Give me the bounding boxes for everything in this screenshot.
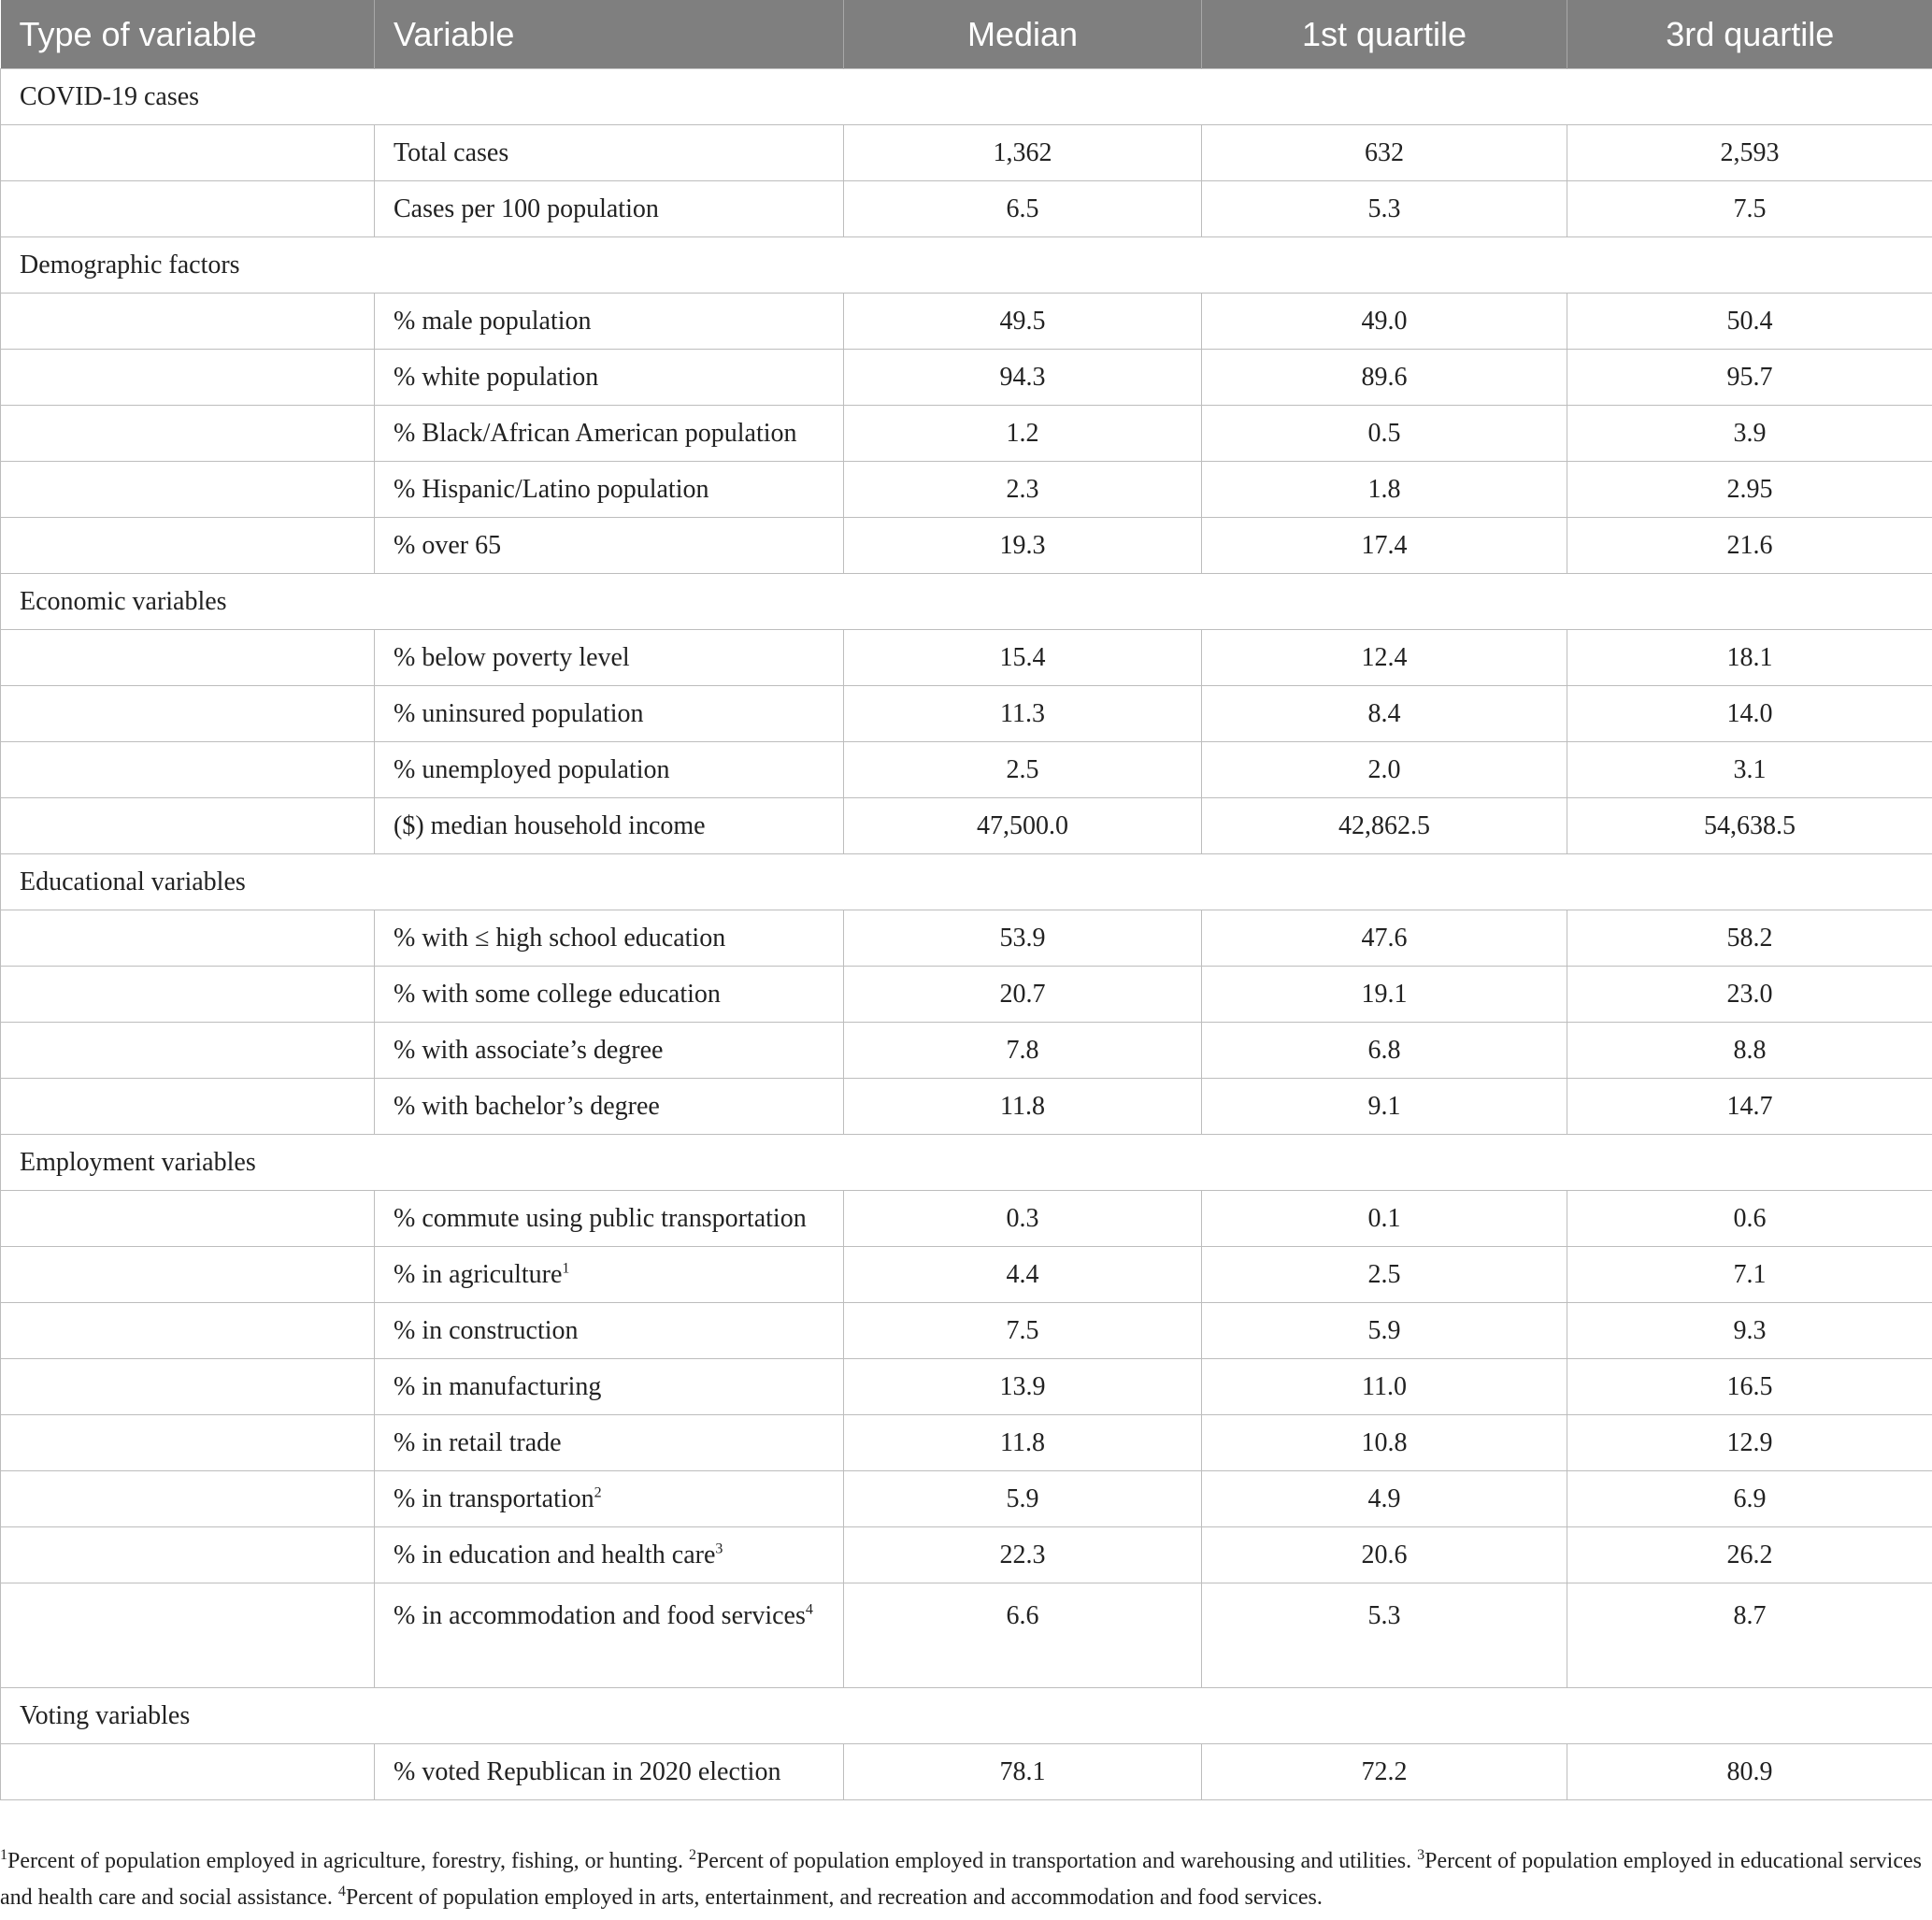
table-row bbox=[1, 967, 1932, 1023]
variable-cell bbox=[375, 1744, 844, 1800]
type-cell bbox=[1, 967, 375, 1023]
variable-cell bbox=[375, 294, 844, 350]
section-title: Employment variables bbox=[1, 1135, 1932, 1191]
q3-cell: 12.9 bbox=[1567, 1415, 1932, 1471]
table-row bbox=[1, 350, 1932, 406]
variable-cell bbox=[375, 1415, 844, 1471]
variable-label: % below poverty level bbox=[394, 642, 630, 672]
variable-label: % Black/African American population bbox=[394, 418, 797, 448]
footnote-text: Percent of population employed in agriculture, forestry, fishing, or hunting. bbox=[7, 1849, 683, 1873]
q1-cell: 2.5 bbox=[1202, 1247, 1567, 1303]
section-row bbox=[1, 854, 1932, 910]
table-row bbox=[1, 1191, 1932, 1247]
header-1st-quartile: 1st quartile bbox=[1202, 0, 1567, 69]
variable-label: % white population bbox=[394, 362, 599, 392]
q1-cell: 19.1 bbox=[1202, 967, 1567, 1023]
table-row bbox=[1, 125, 1932, 181]
variable-cell bbox=[375, 1471, 844, 1527]
table-row bbox=[1, 1359, 1932, 1415]
q3-cell: 95.7 bbox=[1567, 350, 1932, 406]
median-cell: 47,500.0 bbox=[844, 798, 1202, 854]
type-cell bbox=[1, 294, 375, 350]
type-cell bbox=[1, 1023, 375, 1079]
table-row bbox=[1, 1023, 1932, 1079]
variable-cell bbox=[375, 1527, 844, 1583]
q1-cell: 20.6 bbox=[1202, 1527, 1567, 1583]
variable-cell bbox=[375, 181, 844, 237]
variable-label: % commute using public transportation bbox=[394, 1203, 807, 1233]
variable-cell bbox=[375, 742, 844, 798]
q3-cell: 2.95 bbox=[1567, 462, 1932, 518]
median-cell: 20.7 bbox=[844, 967, 1202, 1023]
median-cell: 53.9 bbox=[844, 910, 1202, 967]
q1-cell: 5.3 bbox=[1202, 1583, 1567, 1688]
variable-cell bbox=[375, 1079, 844, 1135]
type-cell bbox=[1, 1415, 375, 1471]
type-cell bbox=[1, 518, 375, 574]
section-row bbox=[1, 237, 1932, 294]
table-row bbox=[1, 1303, 1932, 1359]
table-row bbox=[1, 518, 1932, 574]
variable-cell bbox=[375, 967, 844, 1023]
variable-label: % Hispanic/Latino population bbox=[394, 474, 709, 504]
type-cell bbox=[1, 1191, 375, 1247]
variable-cell bbox=[375, 462, 844, 518]
q3-cell: 14.7 bbox=[1567, 1079, 1932, 1135]
q3-cell: 8.8 bbox=[1567, 1023, 1932, 1079]
header-type-of-variable: Type of variable bbox=[1, 0, 375, 69]
variable-label: ($) median household income bbox=[394, 810, 706, 840]
table-row bbox=[1, 630, 1932, 686]
table-row bbox=[1, 1415, 1932, 1471]
variable-label: Total cases bbox=[394, 137, 509, 167]
table-row bbox=[1, 798, 1932, 854]
table-header bbox=[1, 0, 1932, 69]
table-row bbox=[1, 1471, 1932, 1527]
q1-cell: 12.4 bbox=[1202, 630, 1567, 686]
q3-cell: 0.6 bbox=[1567, 1191, 1932, 1247]
variable-cell bbox=[375, 1583, 844, 1688]
type-cell bbox=[1, 1744, 375, 1800]
q3-cell: 2,593 bbox=[1567, 125, 1932, 181]
q3-cell: 23.0 bbox=[1567, 967, 1932, 1023]
variable-cell bbox=[375, 1303, 844, 1359]
footnote-item bbox=[689, 1849, 1411, 1873]
type-cell bbox=[1, 125, 375, 181]
median-cell: 2.5 bbox=[844, 742, 1202, 798]
q1-cell: 2.0 bbox=[1202, 742, 1567, 798]
table-row bbox=[1, 1079, 1932, 1135]
q1-cell: 89.6 bbox=[1202, 350, 1567, 406]
median-cell: 4.4 bbox=[844, 1247, 1202, 1303]
q3-cell: 6.9 bbox=[1567, 1471, 1932, 1527]
variable-cell bbox=[375, 630, 844, 686]
table-row bbox=[1, 406, 1932, 462]
section-title: Educational variables bbox=[1, 854, 1932, 910]
type-cell bbox=[1, 630, 375, 686]
footnote-item bbox=[0, 1849, 683, 1873]
variable-label: Cases per 100 population bbox=[394, 193, 659, 223]
variable-label: % in education and health care bbox=[394, 1540, 716, 1569]
type-cell bbox=[1, 1471, 375, 1527]
header-row bbox=[1, 0, 1932, 69]
variable-label: % uninsured population bbox=[394, 698, 644, 728]
type-cell bbox=[1, 910, 375, 967]
variable-label: % with ≤ high school education bbox=[394, 923, 726, 953]
median-cell: 11.8 bbox=[844, 1079, 1202, 1135]
q1-cell: 9.1 bbox=[1202, 1079, 1567, 1135]
q3-cell: 50.4 bbox=[1567, 294, 1932, 350]
median-cell: 22.3 bbox=[844, 1527, 1202, 1583]
q3-cell: 80.9 bbox=[1567, 1744, 1932, 1800]
section-row bbox=[1, 1135, 1932, 1191]
table-row bbox=[1, 686, 1932, 742]
q1-cell: 5.3 bbox=[1202, 181, 1567, 237]
median-cell: 5.9 bbox=[844, 1471, 1202, 1527]
q1-cell: 0.1 bbox=[1202, 1191, 1567, 1247]
q3-cell: 58.2 bbox=[1567, 910, 1932, 967]
variable-cell bbox=[375, 125, 844, 181]
q1-cell: 49.0 bbox=[1202, 294, 1567, 350]
q3-cell: 7.5 bbox=[1567, 181, 1932, 237]
variable-label: % in construction bbox=[394, 1315, 579, 1345]
type-cell bbox=[1, 462, 375, 518]
q3-cell: 8.7 bbox=[1567, 1583, 1932, 1688]
median-cell: 1.2 bbox=[844, 406, 1202, 462]
type-cell bbox=[1, 798, 375, 854]
q1-cell: 17.4 bbox=[1202, 518, 1567, 574]
variable-cell bbox=[375, 1359, 844, 1415]
variable-label: % unemployed population bbox=[394, 754, 670, 784]
q3-cell: 26.2 bbox=[1567, 1527, 1932, 1583]
median-cell: 0.3 bbox=[844, 1191, 1202, 1247]
variable-cell bbox=[375, 406, 844, 462]
q1-cell: 8.4 bbox=[1202, 686, 1567, 742]
variable-cell bbox=[375, 798, 844, 854]
variable-label: % in retail trade bbox=[394, 1427, 562, 1457]
footnote-mark: 2 bbox=[688, 1847, 696, 1863]
section-row bbox=[1, 69, 1932, 125]
variable-cell bbox=[375, 518, 844, 574]
table-row bbox=[1, 462, 1932, 518]
median-cell: 13.9 bbox=[844, 1359, 1202, 1415]
q3-cell: 18.1 bbox=[1567, 630, 1932, 686]
footnote-marker: 3 bbox=[715, 1540, 723, 1557]
median-cell: 6.5 bbox=[844, 181, 1202, 237]
q3-cell: 3.9 bbox=[1567, 406, 1932, 462]
q1-cell: 6.8 bbox=[1202, 1023, 1567, 1079]
variable-cell bbox=[375, 686, 844, 742]
footnote-marker: 4 bbox=[805, 1601, 813, 1618]
variable-label: % with some college education bbox=[394, 979, 721, 1009]
footnote-text: Percent of population employed in educational services and health care and social assistance. bbox=[0, 1849, 1922, 1910]
median-cell: 7.5 bbox=[844, 1303, 1202, 1359]
table-row bbox=[1, 1583, 1932, 1688]
q1-cell: 5.9 bbox=[1202, 1303, 1567, 1359]
median-cell: 49.5 bbox=[844, 294, 1202, 350]
q1-cell: 4.9 bbox=[1202, 1471, 1567, 1527]
median-cell: 1,362 bbox=[844, 125, 1202, 181]
variable-cell bbox=[375, 1023, 844, 1079]
section-title: COVID-19 cases bbox=[1, 69, 1932, 125]
variable-cell bbox=[375, 910, 844, 967]
variable-label: % over 65 bbox=[394, 530, 502, 560]
header-variable: Variable bbox=[375, 0, 844, 69]
q1-cell: 0.5 bbox=[1202, 406, 1567, 462]
variable-label: % with bachelor’s degree bbox=[394, 1091, 660, 1121]
median-cell: 11.3 bbox=[844, 686, 1202, 742]
type-cell bbox=[1, 350, 375, 406]
q3-cell: 54,638.5 bbox=[1567, 798, 1932, 854]
variable-label: % male population bbox=[394, 306, 592, 336]
type-cell bbox=[1, 1359, 375, 1415]
table-row bbox=[1, 1527, 1932, 1583]
q1-cell: 11.0 bbox=[1202, 1359, 1567, 1415]
table-row bbox=[1, 181, 1932, 237]
table-row bbox=[1, 742, 1932, 798]
footnote-mark: 4 bbox=[337, 1884, 346, 1899]
median-cell: 6.6 bbox=[844, 1583, 1202, 1688]
q3-cell: 21.6 bbox=[1567, 518, 1932, 574]
variable-label: % in manufacturing bbox=[394, 1371, 602, 1401]
variable-label: % in accommodation and food services bbox=[394, 1601, 806, 1630]
median-cell: 2.3 bbox=[844, 462, 1202, 518]
type-cell bbox=[1, 1303, 375, 1359]
type-cell bbox=[1, 406, 375, 462]
q1-cell: 1.8 bbox=[1202, 462, 1567, 518]
q3-cell: 14.0 bbox=[1567, 686, 1932, 742]
table-row bbox=[1, 910, 1932, 967]
header-median: Median bbox=[844, 0, 1202, 69]
footnote-text: Percent of population employed in arts, entertainment, and recreation and accommodation and food services. bbox=[345, 1885, 1323, 1910]
type-cell bbox=[1, 1079, 375, 1135]
variable-label: % voted Republican in 2020 election bbox=[394, 1756, 781, 1786]
table-row bbox=[1, 1247, 1932, 1303]
table-footnotes bbox=[0, 1843, 1927, 1916]
type-cell bbox=[1, 1583, 375, 1688]
footnote-marker: 2 bbox=[594, 1484, 602, 1501]
footnote-mark: 3 bbox=[1417, 1847, 1425, 1863]
q3-cell: 7.1 bbox=[1567, 1247, 1932, 1303]
footnote-marker: 1 bbox=[562, 1260, 570, 1277]
q1-cell: 10.8 bbox=[1202, 1415, 1567, 1471]
table-row bbox=[1, 1744, 1932, 1800]
section-row bbox=[1, 1688, 1932, 1744]
q1-cell: 42,862.5 bbox=[1202, 798, 1567, 854]
variable-cell bbox=[375, 350, 844, 406]
type-cell bbox=[1, 742, 375, 798]
table-row bbox=[1, 294, 1932, 350]
variable-cell bbox=[375, 1247, 844, 1303]
footnote-mark: 1 bbox=[0, 1847, 7, 1863]
variable-label: % in agriculture bbox=[394, 1259, 563, 1289]
variable-cell bbox=[375, 1191, 844, 1247]
q1-cell: 47.6 bbox=[1202, 910, 1567, 967]
q1-cell: 72.2 bbox=[1202, 1744, 1567, 1800]
q1-cell: 632 bbox=[1202, 125, 1567, 181]
section-row bbox=[1, 574, 1932, 630]
median-cell: 7.8 bbox=[844, 1023, 1202, 1079]
type-cell bbox=[1, 686, 375, 742]
header-3rd-quartile: 3rd quartile bbox=[1567, 0, 1932, 69]
variable-label: % in transportation bbox=[394, 1483, 594, 1513]
q3-cell: 9.3 bbox=[1567, 1303, 1932, 1359]
footnote-text: Percent of population employed in transportation and warehousing and utilities. bbox=[695, 1849, 1412, 1873]
median-cell: 11.8 bbox=[844, 1415, 1202, 1471]
type-cell bbox=[1, 1247, 375, 1303]
section-title: Voting variables bbox=[1, 1688, 1932, 1744]
median-cell: 94.3 bbox=[844, 350, 1202, 406]
footnote-item bbox=[338, 1885, 1323, 1910]
q3-cell: 16.5 bbox=[1567, 1359, 1932, 1415]
median-cell: 15.4 bbox=[844, 630, 1202, 686]
variable-label: % with associate’s degree bbox=[394, 1035, 664, 1065]
median-cell: 19.3 bbox=[844, 518, 1202, 574]
median-cell: 78.1 bbox=[844, 1744, 1202, 1800]
q3-cell: 3.1 bbox=[1567, 742, 1932, 798]
section-title: Economic variables bbox=[1, 574, 1932, 630]
type-cell bbox=[1, 181, 375, 237]
table-body bbox=[1, 69, 1932, 1800]
section-title: Demographic factors bbox=[1, 237, 1932, 294]
type-cell bbox=[1, 1527, 375, 1583]
